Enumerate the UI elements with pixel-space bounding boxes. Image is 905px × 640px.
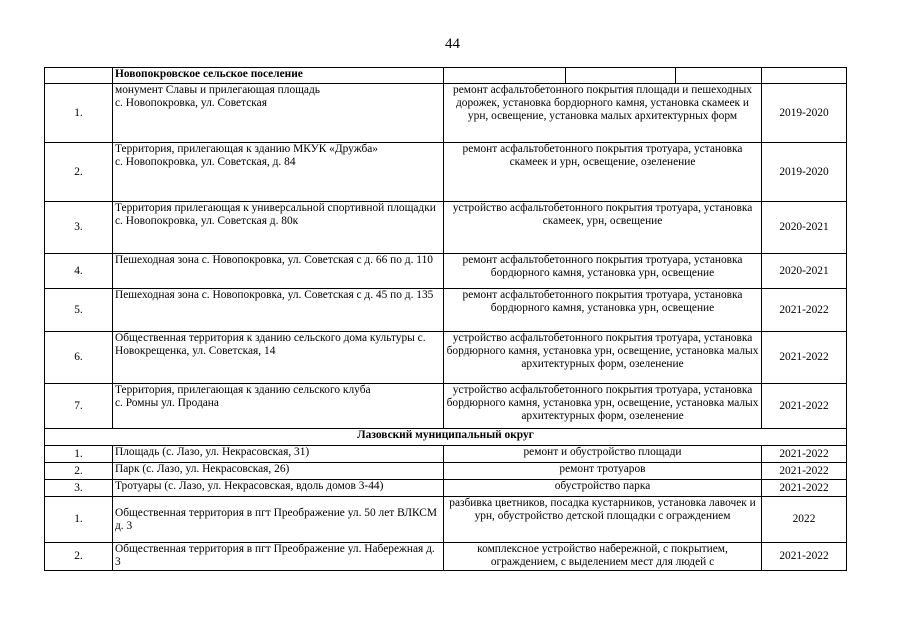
object-name: Территория, прилегающая к зданию сельского клуба с. Ромны ул. Продана [113, 384, 444, 429]
work-description: устройство асфальтобетонного покрытия тротуара, установка скамеек, урн, освещение [444, 202, 762, 254]
years: 2019-2020 [762, 143, 847, 202]
work-description: обустройство парка [444, 480, 762, 497]
object-name: Тротуары (с. Лазо, ул. Некрасовская, вдоль домов 3-44) [113, 480, 444, 497]
row-number: 2. [45, 143, 113, 202]
table-cell [676, 68, 762, 84]
row-number: 3. [45, 202, 113, 254]
object-name: Пешеходная зона с. Новопокровка, ул. Советская с д. 66 по д. 110 [113, 254, 444, 289]
section-header-row [45, 68, 847, 84]
row-number: 3. [45, 480, 113, 497]
object-name: Общественная территория в пгт Преображение ул. 50 лет ВЛКСМ д. 3 [113, 497, 444, 543]
table-row [45, 202, 847, 254]
years: 2021-2022 [762, 332, 847, 384]
row-number: 2. [45, 463, 113, 480]
work-description: ремонт асфальтобетонного покрытия тротуара, установка бордюрного камня, установка урн, освещение [444, 289, 762, 332]
table-cell [444, 68, 566, 84]
years: 2020-2021 [762, 202, 847, 254]
table-row [45, 463, 847, 480]
row-number: 1. [45, 497, 113, 543]
years: 2020-2021 [762, 254, 847, 289]
work-description [444, 543, 762, 571]
work-description-text: комплексное устройство набережной, с покрытием, ограждением, с выделением мест для людей с [477, 543, 728, 568]
table-row [45, 446, 847, 463]
table-row [45, 480, 847, 497]
table-row [45, 543, 847, 571]
object-name: монумент Славы и прилегающая площадь с. Новопокровка, ул. Советская [113, 84, 444, 143]
table-row [45, 289, 847, 332]
work-description: ремонт асфальтобетонного покрытия тротуара, установка бордюрного камня, установка урн, освещение [444, 254, 762, 289]
years: 2021-2022 [762, 384, 847, 429]
object-name: Территория, прилегающая к зданию МКУК «Дружба» с. Новопокровка, ул. Советская, д. 84 [113, 143, 444, 202]
table-cell [566, 68, 676, 84]
work-description: устройство асфальтобетонного покрытия тротуара, установка бордюрного камня, установка урн, освещение, установка малых архитектурных форм, озеленение [444, 332, 762, 384]
object-name: Парк (с. Лазо, ул. Некрасовская, 26) [113, 463, 444, 480]
section-title: Лазовский муниципальный округ [45, 429, 847, 446]
table-row [45, 384, 847, 429]
section-header-row [45, 429, 847, 446]
table-row [45, 84, 847, 143]
improvement-table [44, 67, 847, 571]
table-row [45, 497, 847, 543]
work-description: ремонт асфальтобетонного покрытия тротуара, установка скамеек и урн, освещение, озеленение [444, 143, 762, 202]
object-name: Общественная территория к зданию сельского дома культуры с. Новокрещенка, ул. Советская, 14 [113, 332, 444, 384]
section-title: Новопокровское сельское поселение [113, 68, 444, 84]
years: 2021-2022 [762, 463, 847, 480]
work-description: ремонт асфальтобетонного покрытия площади и пешеходных дорожек, установка бордюрного камня, установка скамеек и урн, освещение, установка малых архитектурных форм [444, 84, 762, 143]
work-description: ремонт и обустройство площади [444, 446, 762, 463]
years: 2021-2022 [762, 480, 847, 497]
row-number: 5. [45, 289, 113, 332]
table-row [45, 254, 847, 289]
table-cell [762, 68, 847, 84]
object-name: Территория прилегающая к универсальной спортивной площадки с. Новопокровка, ул. Советская д. 80к [113, 202, 444, 254]
years: 2021-2022 [762, 543, 847, 571]
row-number: 2. [45, 543, 113, 571]
row-number: 6. [45, 332, 113, 384]
object-name: Площадь (с. Лазо, ул. Некрасовская, 31) [113, 446, 444, 463]
work-description: ремонт тротуаров [444, 463, 762, 480]
table-row [45, 143, 847, 202]
row-number: 4. [45, 254, 113, 289]
object-name: Пешеходная зона с. Новопокровка, ул. Советская с д. 45 по д. 135 [113, 289, 444, 332]
object-name: Общественная территория в пгт Преображение ул. Набережная д. 3 [113, 543, 444, 571]
work-description: устройство асфальтобетонного покрытия тротуара, установка бордюрного камня, установка урн, освещение, установка малых архитектурных форм, озеленение [444, 384, 762, 429]
row-number: 7. [45, 384, 113, 429]
years: 2019-2020 [762, 84, 847, 143]
table-cell [45, 68, 113, 84]
row-number: 1. [45, 446, 113, 463]
years: 2022 [762, 497, 847, 543]
row-number: 1. [45, 84, 113, 143]
table-row [45, 332, 847, 384]
years: 2021-2022 [762, 446, 847, 463]
years: 2021-2022 [762, 289, 847, 332]
work-description: разбивка цветников, посадка кустарников, установка лавочек и урн, обустройство детской площадки с ограждением [444, 497, 762, 543]
page-number: 44 [445, 36, 460, 52]
